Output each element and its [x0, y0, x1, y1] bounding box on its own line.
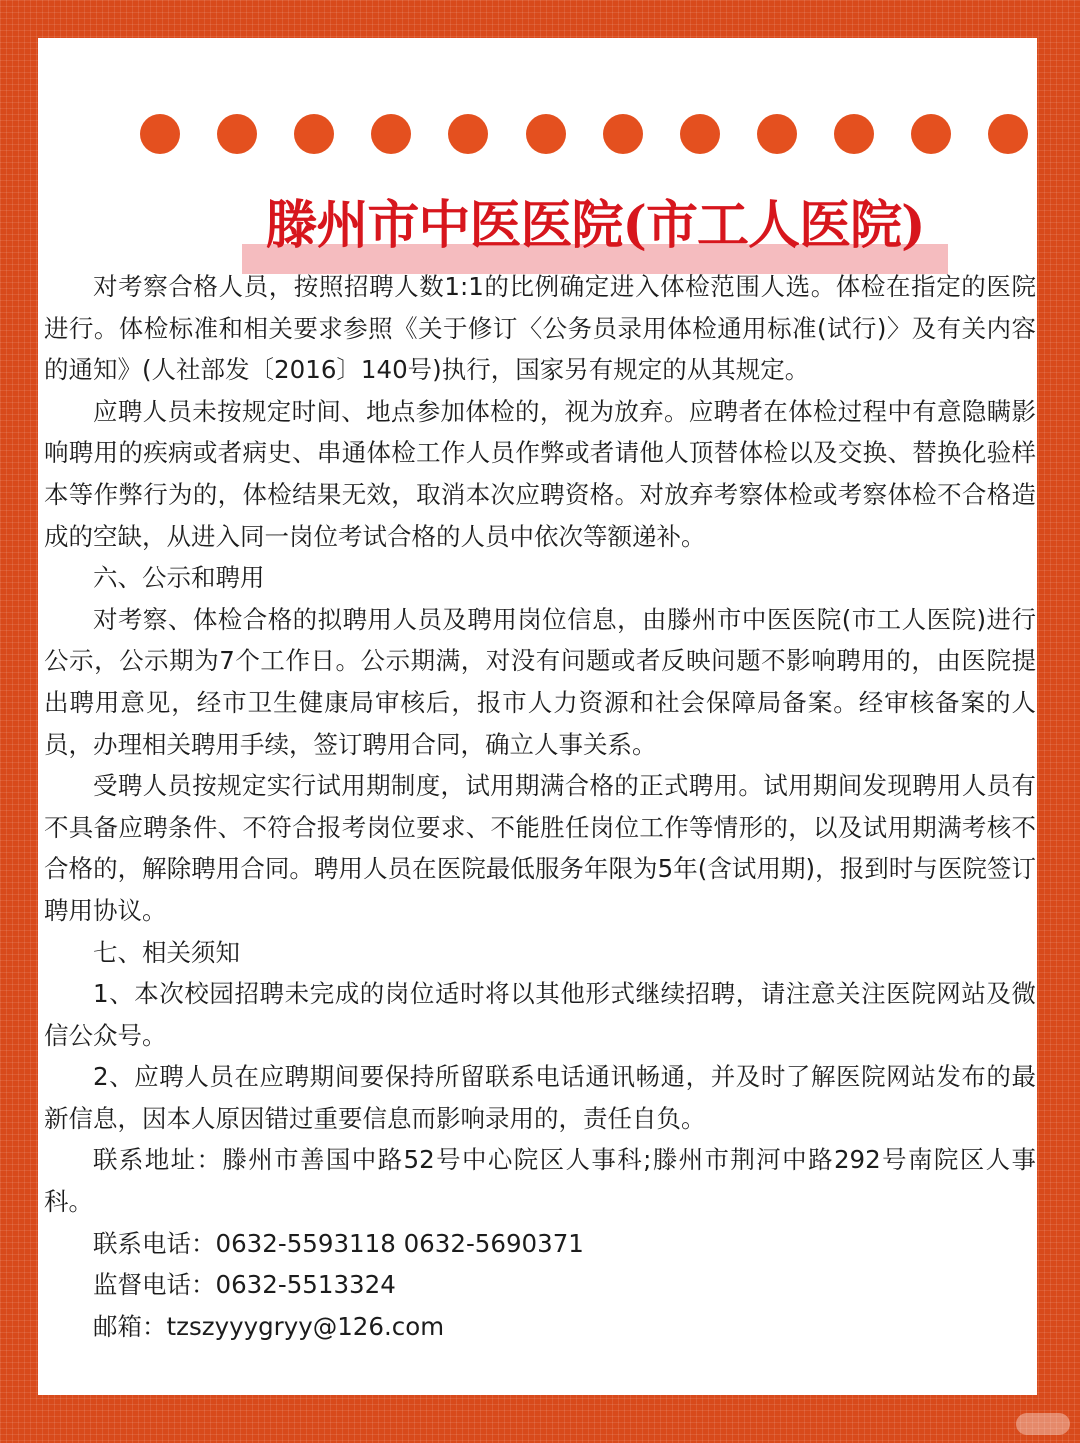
page-title: 滕州市中医医院(市工人医院)	[265, 195, 925, 256]
paragraph-physical-exam: 对考察合格人员，按照招聘人数1:1的比例确定进入体检范围人选。体检在指定的医院进行。体检标准和相关要求参照《关于修订〈公务员录用体检通用标准(试行)〉及有关内容的通知》(人社部发〔2016〕140号)执行，国家另有规定的从其规定。	[44, 272, 1036, 385]
decorative-dot	[834, 114, 874, 154]
decorative-dot	[680, 114, 720, 154]
paragraph-publicity: 对考察、体检合格的拟聘用人员及聘用岗位信息，由滕州市中医医院(市工人医院)进行公示，公示期为7个工作日。公示期满，对没有问题或者反映问题不影响聘用的，由医院提出聘用意见，经市卫生健康局审核后，报市人力资源和社会保障局备案。经审核备案的人员，办理相关聘用手续，签订聘用合同，确立人事关系。	[44, 604, 1036, 759]
decorative-dot	[140, 114, 180, 154]
contact-phone: 联系电话：0632-5593118 0632-5690371	[93, 1228, 584, 1258]
paragraph-exam-rules: 应聘人员未按规定时间、地点参加体检的，视为放弃。应聘者在体检过程中有意隐瞒影响聘用的疾病或者病史、串通体检工作人员作弊或者请他人顶替体检以及交换、替换化验样本等作弊行为的，体检结果无效，取消本次应聘资格。对放弃考察体检或考察体检不合格造成的空缺，从进入同一岗位考试合格的人员中依次等额递补。	[44, 396, 1036, 551]
decorative-dot-row	[140, 114, 1028, 154]
paragraph-note-1: 1、本次校园招聘未完成的岗位适时将以其他形式继续招聘，请注意关注医院网站及微信公众号。	[44, 979, 1036, 1050]
decorative-dot	[448, 114, 488, 154]
title-block	[242, 186, 948, 274]
section-heading-notes: 七、相关须知	[93, 937, 240, 967]
paragraph-probation: 受聘人员按规定实行试用期制度，试用期满合格的正式聘用。试用期间发现聘用人员有不具备应聘条件、不符合报考岗位要求、不能胜任岗位工作等情形的，以及试用期满考核不合格的，解除聘用合同。聘用人员在医院最低服务年限为5年(含试用期)，报到时与医院签订聘用协议。	[44, 771, 1036, 925]
paragraph-note-2: 2、应聘人员在应聘期间要保持所留联系电话通讯畅通，并及时了解医院网站发布的最新信息，因本人原因错过重要信息而影响录用的，责任自负。	[44, 1062, 1036, 1133]
notice-body	[44, 266, 1036, 1347]
section-heading-publicity: 六、公示和聘用	[93, 563, 265, 593]
contact-email: 邮箱：tzszyyygryy@126.com	[93, 1311, 445, 1341]
decorative-dot	[911, 114, 951, 154]
supervise-phone: 监督电话：0632-5513324	[93, 1270, 396, 1300]
watermark-badge	[1016, 1413, 1070, 1435]
decorative-dot	[988, 114, 1028, 154]
decorative-dot	[217, 114, 257, 154]
decorative-dot	[603, 114, 643, 154]
decorative-dot	[526, 114, 566, 154]
contact-address: 联系地址：滕州市善国中路52号中心院区人事科;滕州市荆河中路292号南院区人事科。	[44, 1145, 1036, 1217]
decorative-dot	[371, 114, 411, 154]
decorative-dot	[294, 114, 334, 154]
decorative-dot	[757, 114, 797, 154]
